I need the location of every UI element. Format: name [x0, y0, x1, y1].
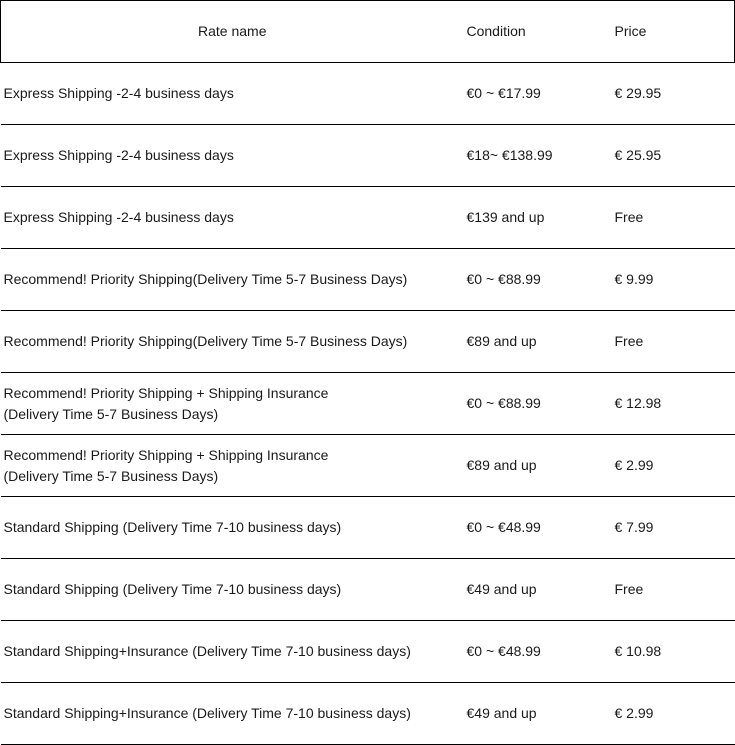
condition-cell: €0 ~ €48.99 [464, 497, 612, 559]
rate-name-line: Recommend! Priority Shipping(Delivery Time 5-7 Business Days) [3, 271, 408, 287]
price-cell: € 25.95 [612, 125, 735, 187]
table-body [1, 63, 735, 745]
rate-name-cell [1, 187, 464, 249]
rate-name-cell [1, 683, 464, 745]
rate-name-line: Express Shipping -2-4 business days [3, 85, 234, 101]
price-cell: € 10.98 [612, 621, 735, 683]
condition-cell: €49 and up [464, 559, 612, 621]
table-row [1, 497, 735, 559]
rate-name-line: Recommend! Priority Shipping + Shipping Insurance [3, 446, 329, 463]
rate-name-line: (Delivery Time 5-7 Business Days) [3, 405, 219, 422]
price-cell: € 7.99 [612, 497, 735, 559]
rate-name-cell [1, 435, 464, 497]
price-cell: € 2.99 [612, 683, 735, 745]
condition-cell: €0 ~ €88.99 [464, 373, 612, 435]
condition-cell: €89 and up [464, 435, 612, 497]
condition-cell: €0 ~ €48.99 [464, 621, 612, 683]
header-rate-name: Rate name [1, 1, 464, 63]
rate-name-cell [1, 249, 464, 311]
table-row [1, 311, 735, 373]
price-cell: € 9.99 [612, 249, 735, 311]
price-cell: € 2.99 [612, 435, 735, 497]
table-row [1, 435, 735, 497]
rate-name-line: Standard Shipping (Delivery Time 7-10 business days) [3, 581, 342, 597]
rate-name-line: Standard Shipping+Insurance (Delivery Time 7-10 business days) [3, 705, 411, 721]
table-row [1, 125, 735, 187]
rate-name-cell [1, 559, 464, 621]
rate-name-cell [1, 497, 464, 559]
price-cell: Free [612, 311, 735, 373]
rate-name-cell [1, 125, 464, 187]
rate-name-cell [1, 373, 464, 435]
condition-cell: €89 and up [464, 311, 612, 373]
condition-cell: €49 and up [464, 683, 612, 745]
rate-name-line: Express Shipping -2-4 business days [3, 209, 234, 225]
condition-cell: €0 ~ €17.99 [464, 63, 612, 125]
condition-cell: €18~ €138.99 [464, 125, 612, 187]
rate-name-cell [1, 621, 464, 683]
rate-name-line: Standard Shipping (Delivery Time 7-10 business days) [3, 519, 342, 535]
price-cell: Free [612, 559, 735, 621]
table-row [1, 559, 735, 621]
rate-name-line: Recommend! Priority Shipping(Delivery Time 5-7 Business Days) [3, 333, 408, 349]
table-row [1, 63, 735, 125]
condition-cell: €0 ~ €88.99 [464, 249, 612, 311]
rate-name-line: Standard Shipping+Insurance (Delivery Time 7-10 business days) [3, 643, 411, 659]
rate-name-line: (Delivery Time 5-7 Business Days) [3, 467, 219, 484]
price-cell: € 12.98 [612, 373, 735, 435]
rate-name-cell [1, 311, 464, 373]
table-row [1, 187, 735, 249]
rate-name-line: Express Shipping -2-4 business days [3, 147, 234, 163]
condition-cell: €139 and up [464, 187, 612, 249]
header-condition: Condition [464, 1, 612, 63]
header-price: Price [612, 1, 735, 63]
table-row [1, 249, 735, 311]
price-cell: Free [612, 187, 735, 249]
rate-name-line: Recommend! Priority Shipping + Shipping Insurance [3, 384, 329, 401]
table-row [1, 373, 735, 435]
rate-name-cell [1, 63, 464, 125]
table-header-row [1, 1, 735, 63]
price-cell: € 29.95 [612, 63, 735, 125]
table-row [1, 683, 735, 745]
table-row [1, 621, 735, 683]
